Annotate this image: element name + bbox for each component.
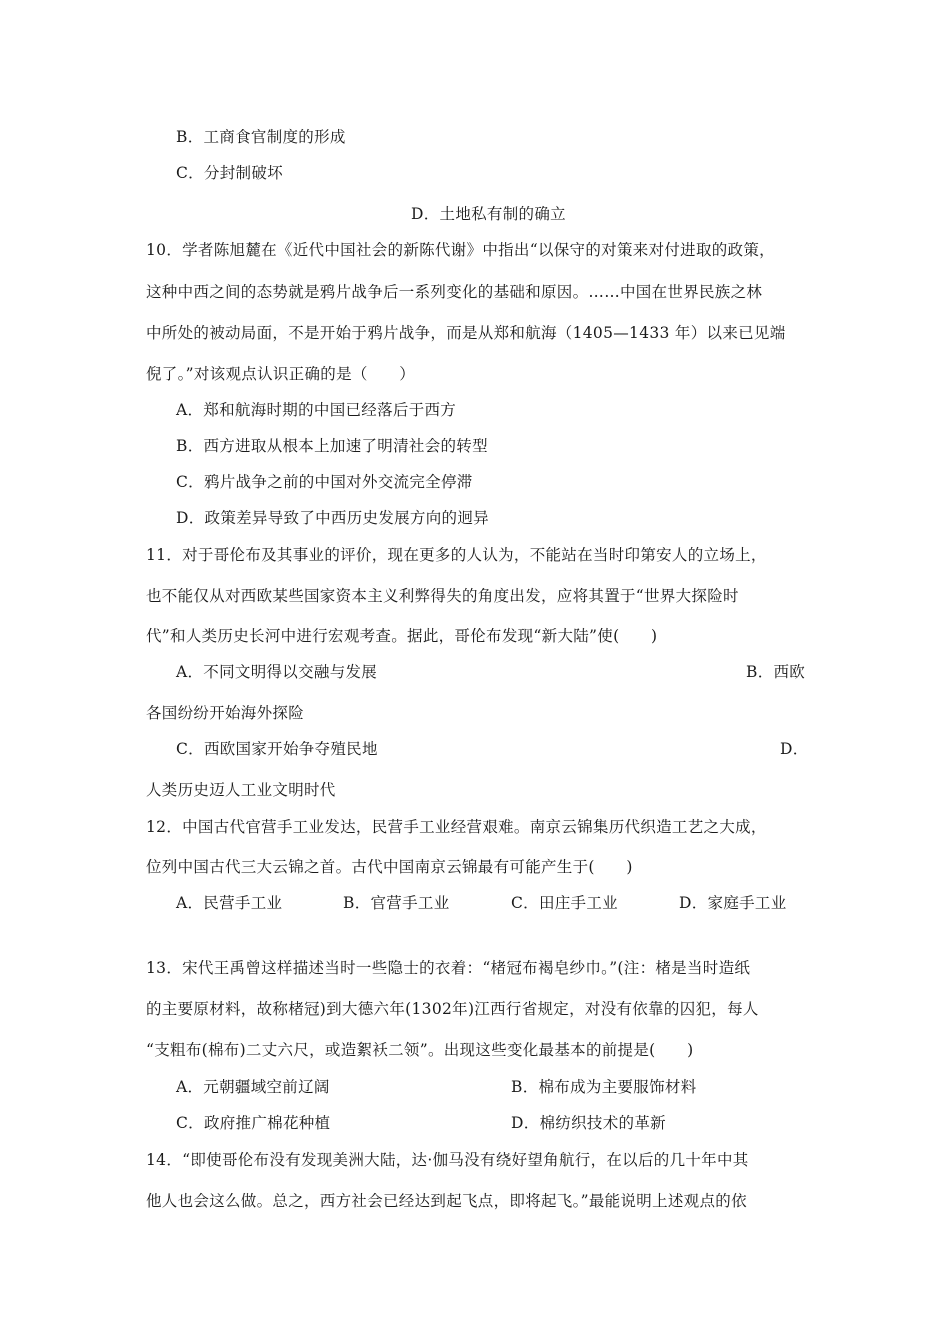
q9-option-c: C．分封制破坏 — [176, 164, 283, 182]
q11-option-d-tail: 人类历史迈人工业文明时代 — [146, 781, 336, 799]
q10-option-b: B．西方进取从根本上加速了明清社会的转型 — [176, 437, 488, 455]
q11-stem-line: 11．对于哥伦布及其事业的评价，现在更多的人认为，不能站在当时印第安人的立场上， — [146, 546, 767, 564]
q11-option-d-head: D． — [780, 740, 809, 758]
q11-option-c: C．西欧国家开始争夺殖民地 — [176, 740, 378, 758]
q13-option-a: A．元朝疆域空前辽阔 — [176, 1078, 330, 1096]
q12-stem-line: 位列中国古代三大云锦之首。古代中国南京云锦最有可能产生于( ) — [146, 858, 633, 876]
q10-stem-line: 这种中西之间的态势就是鸦片战争后一系列变化的基础和原因。……中国在世界民族之林 — [146, 283, 763, 301]
q10-option-c: C．鸦片战争之前的中国对外交流完全停滞 — [176, 473, 473, 491]
q10-stem-line: 倪了。”对该观点认识正确的是（ ） — [146, 365, 416, 383]
q13-stem-line: “支粗布(棉布)二丈六尺，或造絮袄二领”。出现这些变化最基本的前提是( ) — [146, 1041, 694, 1059]
q9-option-d: D．土地私有制的确立 — [411, 205, 566, 223]
q11-option-b-tail: 各国纷纷开始海外探险 — [146, 704, 305, 722]
q10-stem-line: 10．学者陈旭麓在《近代中国社会的新陈代谢》中指出“以保守的对策来对付进取的政策， — [146, 241, 775, 259]
q11-option-a: A．不同文明得以交融与发展 — [176, 663, 378, 681]
q14-stem-line: 他人也会这么做。总之，西方社会已经达到起飞点，即将起飞。”最能说明上述观点的依 — [146, 1192, 747, 1210]
q13-option-d: D．棉纺织技术的革新 — [511, 1114, 666, 1132]
q12-option-a: A．民营手工业 — [176, 894, 283, 912]
q13-option-b: B．棉布成为主要服饰材料 — [511, 1078, 697, 1096]
q13-stem-line: 的主要原材料，故称楮冠)到大德六年(1302年)江西行省规定，对没有依靠的囚犯，每人 — [146, 1000, 759, 1018]
q14-stem-line: 14．“即使哥伦布没有发现美洲大陆，达·伽马没有绕好望角航行，在以后的几十年中其 — [146, 1151, 749, 1169]
q11-option-b-head: B．西欧 — [746, 663, 806, 681]
q12-option-c: C．田庄手工业 — [511, 894, 618, 912]
q11-stem-line: 也不能仅从对西欧某些国家资本主义利弊得失的角度出发，应将其置于“世界大探险时 — [146, 587, 739, 605]
q10-option-d: D．政策差异导致了中西历史发展方向的迥异 — [176, 509, 489, 527]
q13-option-c: C．政府推广棉花种植 — [176, 1114, 331, 1132]
q12-stem-line: 12．中国古代官营手工业发达，民营手工业经营艰难。南京云锦集历代织造工艺之大成， — [146, 818, 767, 836]
q10-option-a: A．郑和航海时期的中国已经落后于西方 — [176, 401, 457, 419]
q11-stem-line: 代”和人类历史长河中进行宏观考查。据此，哥伦布发现“新大陆”使( ) — [146, 627, 658, 645]
q12-option-b: B．官营手工业 — [343, 894, 450, 912]
q12-option-d: D．家庭手工业 — [679, 894, 787, 912]
q10-stem-line: 中所处的被动局面，不是开始于鸦片战争，而是从郑和航海（1405—1433 年）以来已见端 — [146, 324, 786, 342]
q9-option-b: B．工商食官制度的形成 — [176, 128, 346, 146]
q13-stem-line: 13．宋代王禹曾这样描述当时一些隐士的衣着：“楮冠布褐皂纱巾。”(注：楮是当时造纸 — [146, 959, 751, 977]
